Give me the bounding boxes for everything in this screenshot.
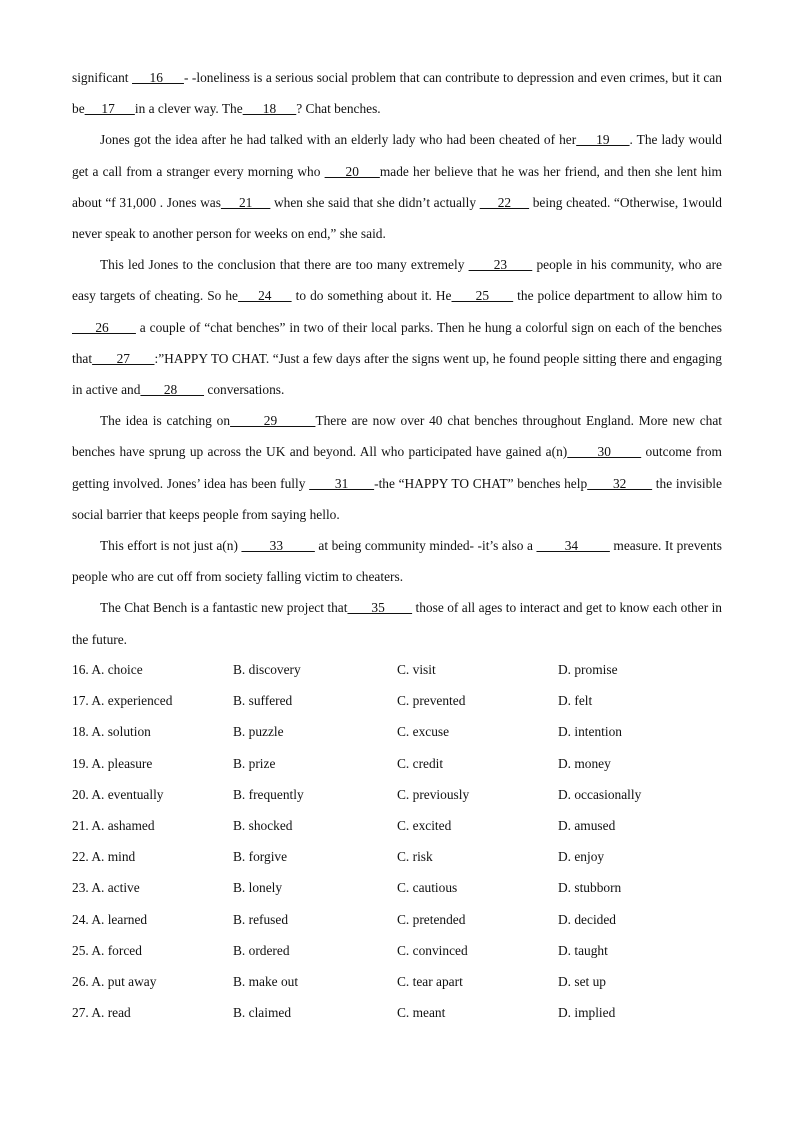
option-c: C. risk [397, 849, 433, 865]
text-segment: measure. It prevents people who are cut off from society falling victim to cheaters. [72, 538, 722, 585]
option-d: D. promise [558, 662, 618, 677]
blank-28: 28 [140, 382, 205, 398]
blank-29: 29 [230, 413, 316, 429]
text-segment: There are now over 40 chat benches throughout England. More new chat benches have sprung up across the UK and beyond. All who participated have gained a(n) [72, 413, 722, 460]
option-b: B. frequently [233, 786, 304, 802]
blank-20: 20 [324, 163, 380, 179]
text-segment: at being community minded- -it’s also a [314, 538, 537, 554]
option-b: B. discovery [233, 662, 301, 677]
option-a: 25. A. forced [72, 942, 142, 958]
option-b: B. suffered [233, 693, 293, 709]
text-segment: -the “HAPPY TO CHAT” benches help [374, 475, 588, 491]
text-segment: to do something about it. He [291, 288, 452, 304]
option-row-17 [72, 685, 732, 716]
option-c: C. excuse [397, 724, 450, 740]
blank-30: 30 [567, 444, 642, 460]
text-segment: This led Jones to the conclusion that there are too many extremely [100, 257, 469, 273]
option-row-23 [72, 872, 732, 903]
text-segment: made her believe that he was her friend, and then she lent him about “f 31,000 . Jones was [72, 163, 722, 210]
text-segment: the invisible social barrier that keeps people from saying hello. [72, 475, 722, 522]
blank-31: 31 [309, 475, 375, 491]
option-c: C. prevented [397, 693, 466, 709]
option-b: B. refused [233, 911, 289, 927]
option-row-27 [72, 997, 732, 1028]
option-c: C. tear apart [397, 973, 463, 989]
option-c: C. excited [397, 817, 452, 833]
text-segment: :”HAPPY TO CHAT. “Just a few days after the signs went up, he found people sitting there and engaging in active and [72, 350, 722, 398]
option-b: B. claimed [233, 1005, 292, 1021]
blank-16: 16 [132, 70, 184, 85]
option-a: 26. A. put away [72, 973, 157, 989]
option-b: B. prize [233, 755, 276, 771]
option-a: 20. A. eventually [72, 786, 164, 802]
blank-19: 19 [576, 132, 630, 148]
text-segment: The Chat Bench is a fantastic new project that [100, 600, 348, 616]
text-segment: significant [72, 70, 133, 85]
option-a: 24. A. learned [72, 911, 148, 927]
blank-33: 33 [241, 538, 315, 554]
paragraph-3 [72, 249, 722, 405]
blank-34: 34 [536, 538, 610, 554]
text-segment: a couple of “chat benches” in two of their local parks. Then he hung a colorful sign on each of the benches that [72, 319, 722, 366]
option-b: B. ordered [233, 942, 290, 958]
blank-23: 23 [468, 257, 533, 273]
blank-35: 35 [347, 600, 413, 616]
option-row-26 [72, 966, 732, 997]
option-c: C. previously [397, 786, 470, 802]
option-d: D. decided [558, 911, 617, 927]
paragraph-6 [72, 592, 722, 654]
option-a: 17. A. experienced [72, 693, 173, 709]
paragraph-5 [72, 530, 722, 592]
option-a: 22. A. mind [72, 849, 136, 865]
text-segment: This effort is not just a(n) [100, 538, 242, 554]
blank-25: 25 [451, 288, 514, 304]
option-d: D. taught [558, 942, 608, 958]
cloze-passage [72, 62, 722, 655]
option-d: D. intention [558, 724, 622, 740]
text-segment: people in his community, who are easy targets of cheating. So he [72, 257, 723, 304]
option-row-20 [72, 779, 732, 810]
text-segment: the police department to allow him to [513, 288, 723, 304]
option-b: B. shocked [233, 817, 293, 833]
text-segment: in a clever way. The [134, 101, 243, 117]
option-d: D. money [558, 755, 611, 771]
option-c: C. visit [397, 662, 436, 677]
option-b: B. make out [233, 973, 299, 989]
option-c: C. cautious [397, 880, 458, 896]
option-row-21 [72, 810, 732, 841]
option-d: D. enjoy [558, 849, 605, 865]
text-segment: The idea is catching on [100, 413, 231, 429]
option-b: B. forgive [233, 849, 288, 865]
option-d: D. stubborn [558, 880, 622, 896]
blank-26: 26 [72, 319, 136, 335]
option-row-25 [72, 935, 732, 966]
option-a: 21. A. ashamed [72, 817, 155, 833]
option-c: C. credit [397, 755, 444, 771]
option-a: 16. A. choice [72, 662, 143, 677]
blank-22: 22 [479, 194, 530, 210]
text-segment: ? Chat benches. [296, 101, 381, 117]
option-d: D. felt [558, 693, 593, 709]
text-segment: when she said that she didn’t actually [270, 194, 480, 210]
text-segment: - -loneliness is a serious social problem that can contribute to depression and even crimes, but it can be [72, 70, 723, 117]
option-row-16 [72, 654, 732, 685]
text-segment: being cheated. “Otherwise, 1would never speak to another person for weeks on end,” she said. [72, 194, 723, 242]
option-c: C. pretended [397, 911, 466, 927]
blank-21: 21 [220, 194, 271, 210]
text-segment: conversations. [204, 382, 285, 398]
option-a: 27. A. read [72, 1005, 131, 1021]
blank-27: 27 [92, 350, 155, 366]
option-d: D. implied [558, 1005, 616, 1021]
option-d: D. amused [558, 817, 616, 833]
answer-options [72, 654, 732, 1028]
text-segment: those of all ages to interact and get to know each other in the future. [72, 600, 722, 647]
option-row-22 [72, 841, 732, 872]
paragraph-2 [72, 124, 722, 249]
option-c: C. convinced [397, 942, 468, 958]
option-a: 18. A. solution [72, 724, 151, 740]
option-b: B. puzzle [233, 724, 284, 740]
option-d: D. occasionally [558, 786, 642, 802]
text-segment: . The lady would get a call from a stranger every morning who [72, 132, 722, 179]
blank-17: 17 [84, 101, 135, 117]
option-a: 23. A. active [72, 880, 140, 896]
option-a: 19. A. pleasure [72, 755, 153, 771]
option-d: D. set up [558, 973, 606, 989]
option-row-19 [72, 748, 732, 779]
blank-32: 32 [587, 475, 653, 491]
blank-24: 24 [238, 288, 292, 304]
option-row-18 [72, 716, 732, 747]
text-segment: outcome from getting involved. Jones’ idea has been fully [72, 444, 722, 491]
option-b: B. lonely [233, 880, 283, 896]
option-c: C. meant [397, 1005, 446, 1021]
paragraph-1 [72, 62, 722, 124]
text-segment: Jones got the idea after he had talked with an elderly lady who had been cheated of her [100, 132, 577, 148]
blank-18: 18 [242, 101, 297, 117]
option-row-24 [72, 904, 732, 935]
paragraph-4 [72, 405, 722, 530]
